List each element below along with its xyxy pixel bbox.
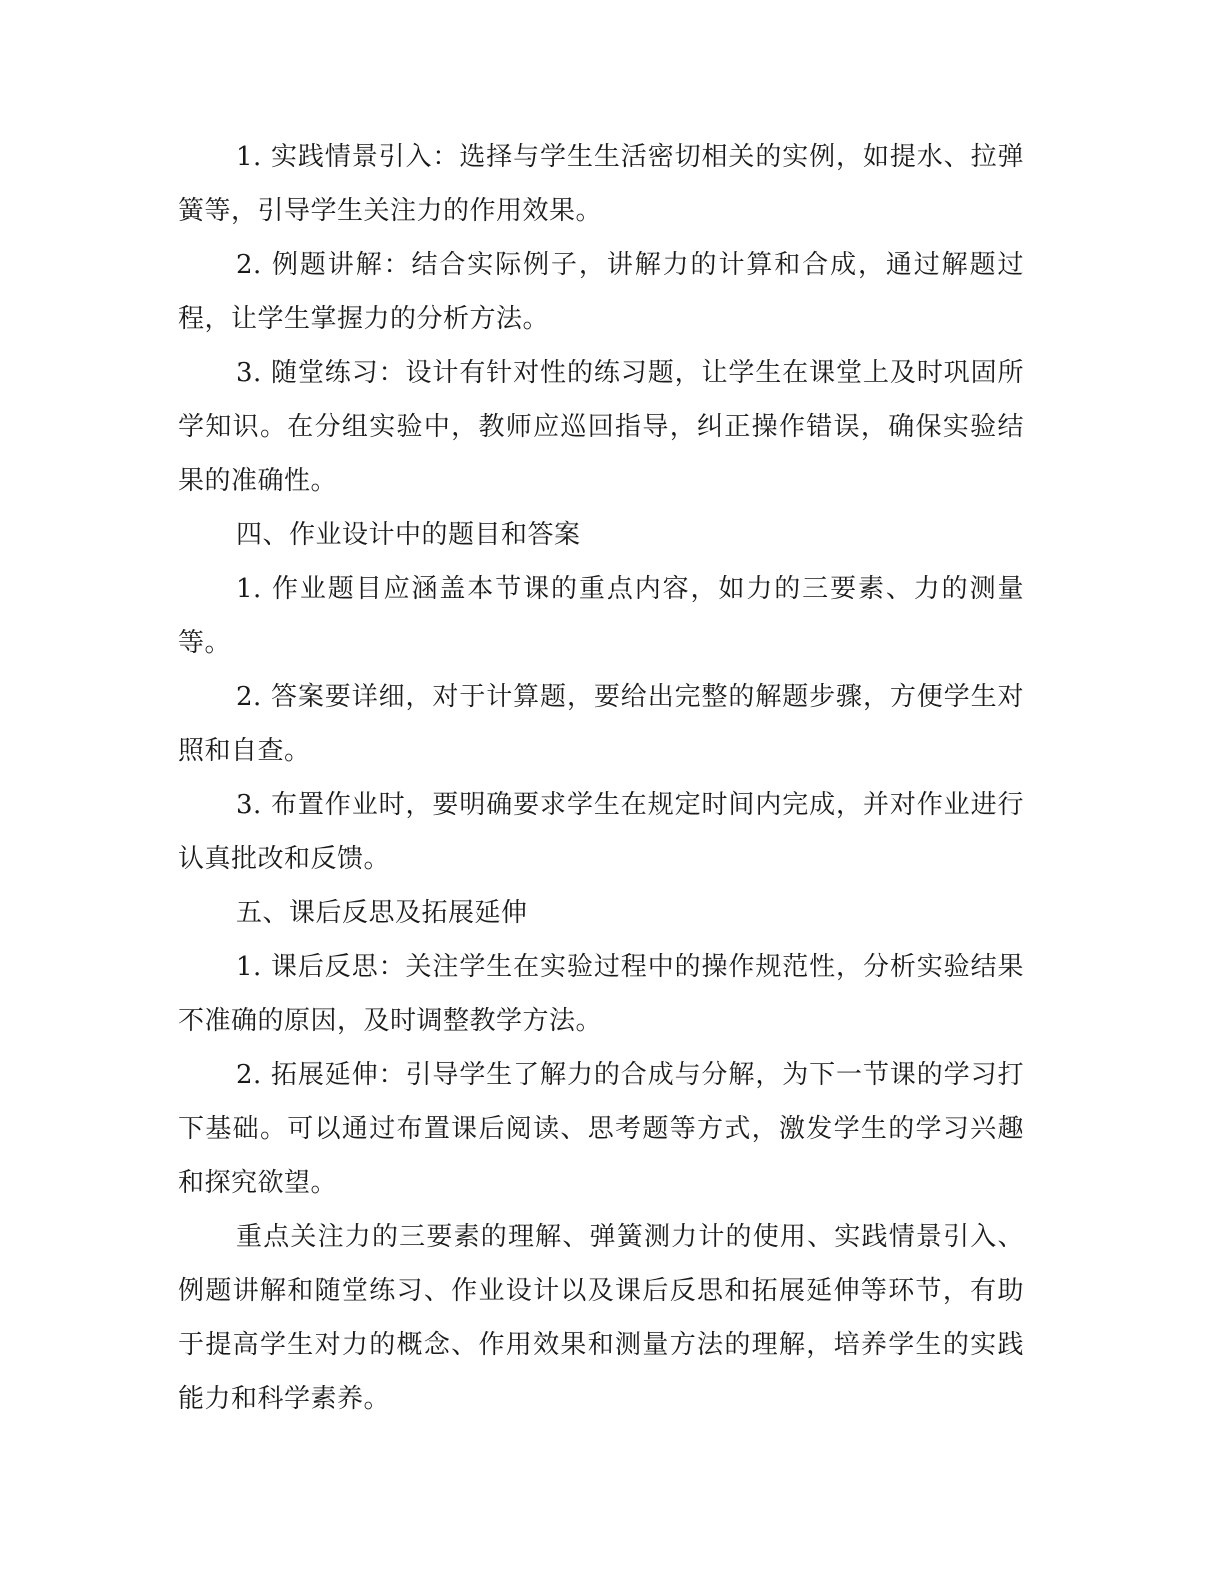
paragraph-extension: 2. 拓展延伸：引导学生了解力的合成与分解，为下一节课的学习打下基础。可以通过布置课后阅读、思考题等方式，激发学生的学习兴趣和探究欲望。 <box>178 1060 1024 1198</box>
paragraph-homework-topics: 1. 作业题目应涵盖本节课的重点内容，如力的三要素、力的测量等。 <box>178 574 1024 658</box>
paragraph-reflection: 1. 课后反思：关注学生在实验过程中的操作规范性，分析实验结果不准确的原因，及时调整教学方法。 <box>178 952 1024 1036</box>
paragraph-practice-intro: 1. 实践情景引入：选择与学生生活密切相关的实例，如提水、拉弹簧等，引导学生关注力的作用效果。 <box>178 142 1024 226</box>
paragraph-summary: 重点关注力的三要素的理解、弹簧测力计的使用、实践情景引入、例题讲解和随堂练习、作业设计以及课后反思和拓展延伸等环节，有助于提高学生对力的概念、作用效果和测量方法的理解，培养学生的实践能力和科学素养。 <box>178 1222 1024 1414</box>
paragraph-homework-answers: 2. 答案要详细，对于计算题，要给出完整的解题步骤，方便学生对照和自查。 <box>178 682 1024 766</box>
paragraph-class-exercise: 3. 随堂练习：设计有针对性的练习题，让学生在课堂上及时巩固所学知识。在分组实验中，教师应巡回指导，纠正操作错误，确保实验结果的准确性。 <box>178 358 1024 496</box>
section-heading-reflection: 五、课后反思及拓展延伸 <box>236 898 528 928</box>
paragraph-example-explanation: 2. 例题讲解：结合实际例子，讲解力的计算和合成，通过解题过程，让学生掌握力的分析方法。 <box>178 250 1024 334</box>
section-heading-homework: 四、作业设计中的题目和答案 <box>236 520 581 550</box>
document-page <box>178 130 1024 1426</box>
paragraph-homework-assignment: 3. 布置作业时，要明确要求学生在规定时间内完成，并对作业进行认真批改和反馈。 <box>178 790 1024 874</box>
